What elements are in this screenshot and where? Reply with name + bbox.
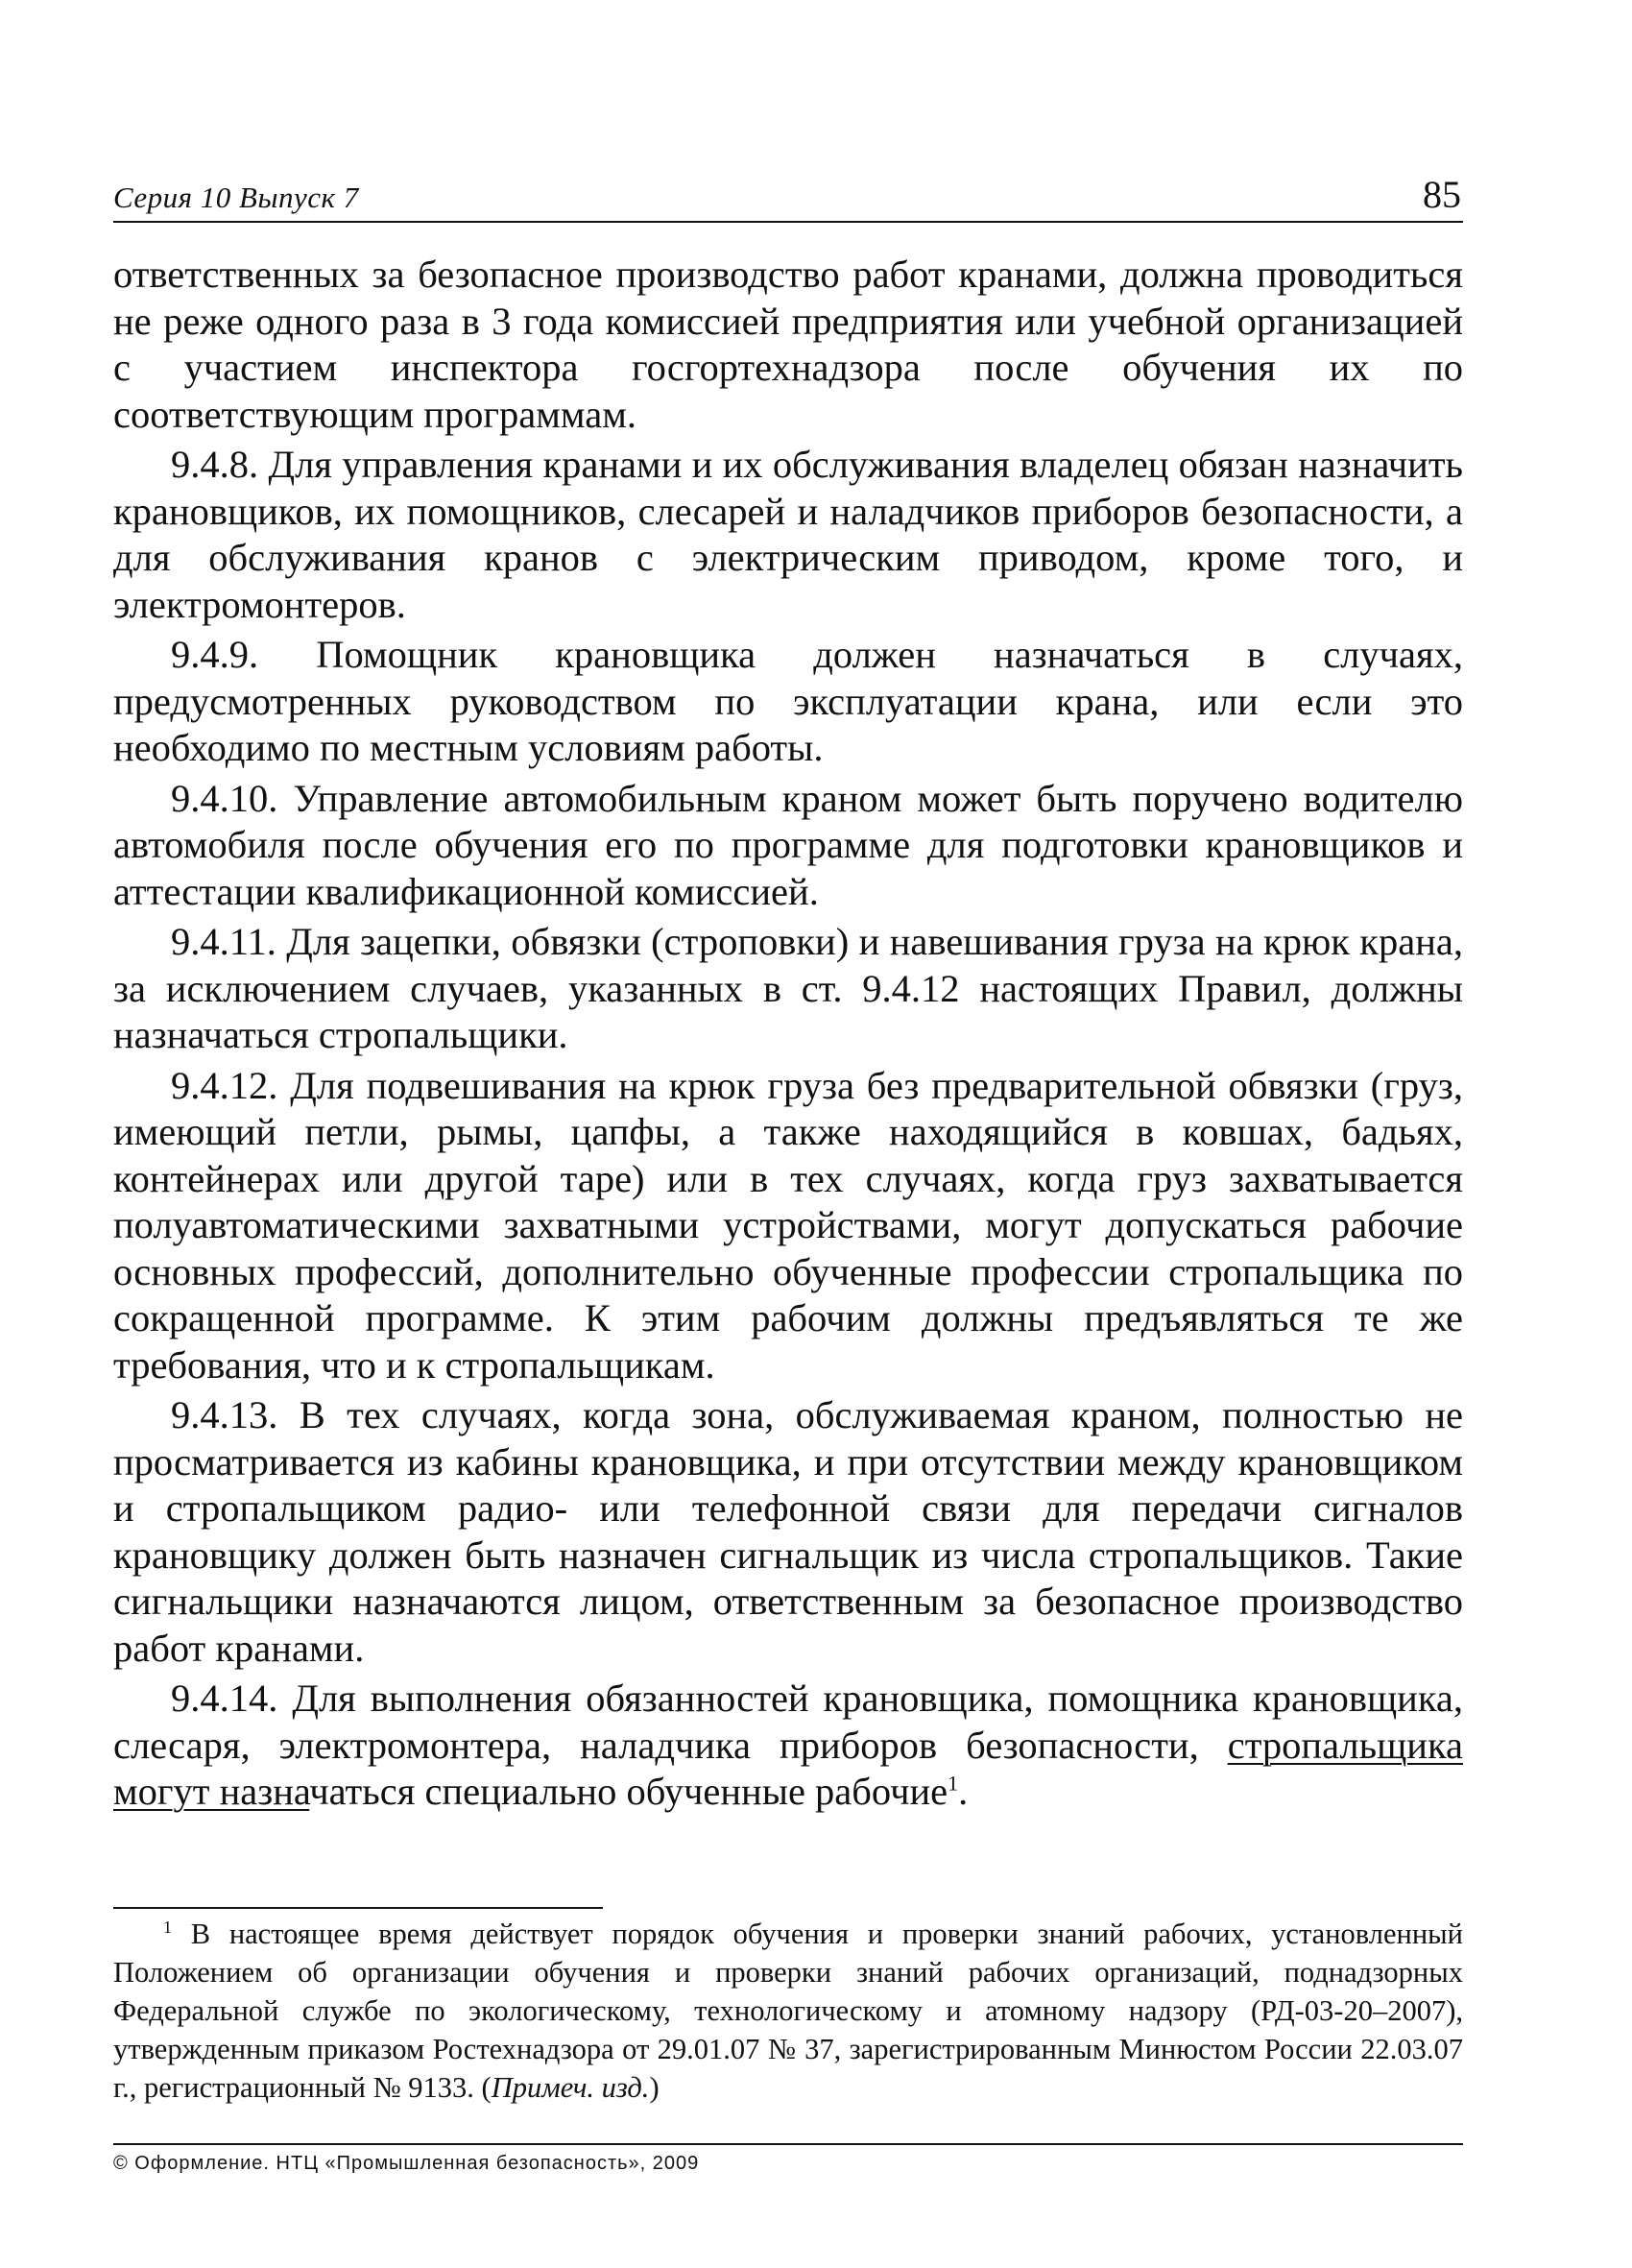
paragraph-9-4-14 bbox=[113, 1676, 1463, 1816]
paragraph-9-4-11: 9.4.11. Для зацепки, обвязки (строповки) и навешивания груза на крюк крана, за исключением случаев, указанных в ст. 9.4.12 настоящих Правил, должны назначаться стропальщики. bbox=[113, 920, 1463, 1056]
paragraph-9-4-14-period: . bbox=[958, 1770, 969, 1813]
main-text bbox=[113, 252, 1463, 1816]
footnote-paragraph bbox=[113, 1915, 1463, 2107]
footnote-note: Примеч. изд. bbox=[491, 2071, 650, 2104]
footnote-divider bbox=[113, 1907, 603, 1909]
page-header bbox=[113, 161, 1463, 223]
footnote bbox=[113, 1915, 1463, 2107]
paragraph-9-4-14-start: 9.4.14. Для выполнения обязанностей крановщика, помощника крановщика, слесаря, электромонтера, наладчика приборов безопасности, bbox=[113, 1677, 1463, 1767]
footnote-reference[interactable]: 1 bbox=[948, 1771, 959, 1796]
paragraph-9-4-8: 9.4.8. Для управления кранами и их обслуживания владелец обязан назначить крановщиков, их помощников, слесарей и наладчиков приборов безопасности, а для обслуживания кранов с электрическим приводом, кроме того, и электромонтеров. bbox=[113, 443, 1463, 626]
paragraph-9-4-14-end: чаться специально обученные рабочие bbox=[309, 1770, 948, 1813]
paragraph-intro: ответственных за безопасное производство работ кранами, должна проводиться не реже одного раза в 3 года комиссией предприятия или учебной организацией с участием инспектора госгортехнадзора после обучения их по соответствующим программам. bbox=[113, 253, 1463, 436]
paragraph-9-4-14-underlined: стропальщика могут назна bbox=[113, 1723, 1463, 1813]
paragraph-9-4-10: 9.4.10. Управление автомобильным краном может быть поручено водителю автомобиля после обучения его по программе для подготовки крановщиков и аттестации квалификационной комиссией. bbox=[113, 776, 1463, 913]
copyright-line: © Оформление. НТЦ «Промышленная безопасность», 2009 bbox=[113, 2143, 1463, 2175]
paragraph-9-4-12: 9.4.12. Для подвешивания на крюк груза без предварительной обвязки (груз, имеющий петли, рымы, цапфы, а также находящийся в ковшах, бадьях, контейнерах или другой таре) или в тех случаях, когда груз захватывается полуавтоматическими захватными устройствами, могут допускаться рабочие основных профессий, дополнительно обученные профессии стропальщика по сокращенной программе. К этим рабочим должны предъявляться те же требования, что и к стропальщикам. bbox=[113, 1063, 1463, 1387]
paragraph-9-4-9: 9.4.9. Помощник крановщика должен назначаться в случаях, предусмотренных руководством по эксплуатации крана, или если это необходимо по местным условиям работы. bbox=[113, 633, 1463, 769]
page-number: 85 bbox=[1423, 173, 1461, 216]
series-title: Серия 10 Выпуск 7 bbox=[113, 181, 359, 214]
paragraph-9-4-13: 9.4.13. В тех случаях, когда зона, обслуживаемая краном, полностью не просматривается из кабины крановщика, и при отсутствии между крановщиком и стропальщиком радио- или телефонной связи для передачи сигналов крановщику должен быть назначен сигнальщик из числа стропальщиков. Такие сигнальщики назначаются лицом, ответственным за безопасное производство работ кранами. bbox=[113, 1393, 1463, 1670]
footnote-text: В настоящее время действует порядок обучения и проверки знаний рабочих, установленный Положением об организации обучения и проверки знаний рабочих организаций, поднадзорных Федеральной службе по экологическому, технологическому и атомному надзору (РД-03-20–2007), утвержденным приказом Ростехнадзора от 29.01.07 № 37, зарегистрированным Минюстом России 22.03.07 г., регистрационный № 9133. ( bbox=[113, 1918, 1463, 2104]
footnote-close: ) bbox=[649, 2071, 660, 2104]
footnote-marker: 1 bbox=[163, 1917, 172, 1937]
